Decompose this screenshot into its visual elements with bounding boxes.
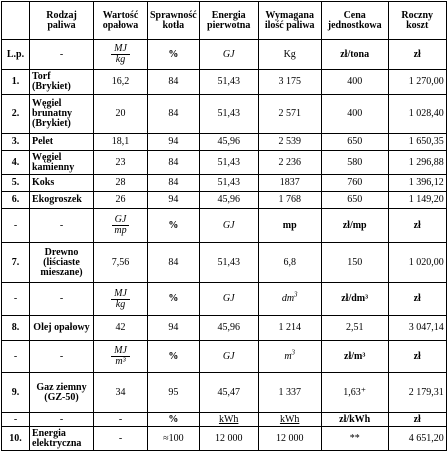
header-required-fuel: Wymagana ilość paliwa <box>258 2 321 40</box>
efficiency-cell: 84 <box>148 175 200 192</box>
price-unit-cell: zł/dm³ <box>321 283 388 316</box>
unit-fraction: $\frac{MJ}{\text{m³}}$ <box>111 346 130 367</box>
lp-cell: 8. <box>2 316 30 341</box>
cost-cell: 2 179,31 <box>388 373 446 413</box>
amount-cell: 6,8 <box>258 243 321 283</box>
amount-cell: 1837 <box>258 175 321 192</box>
fuel-cell: Energia elektryczna <box>30 427 94 451</box>
calorific-unit-cell <box>94 40 148 70</box>
calorific-cell: 20 <box>94 95 148 134</box>
unit-fraction: $\frac{GJ}{mp}$ <box>111 215 129 236</box>
price-cell: 2,51 <box>321 316 388 341</box>
header-primary-energy: Energia pierwotna <box>199 2 258 40</box>
lp-cell: - <box>2 413 30 427</box>
cost-cell: 4 651,20 <box>388 427 446 451</box>
price-cell: 150 <box>321 243 388 283</box>
energy-cell: 45,96 <box>199 316 258 341</box>
efficiency-cell: 94 <box>148 316 200 341</box>
fuel-cell: Pelet <box>30 134 94 151</box>
cost-unit-cell: zł <box>388 209 446 243</box>
table-row <box>2 192 447 209</box>
price-unit-cell: zł/mp <box>321 209 388 243</box>
fuel-cell: Torf (Brykiet) <box>30 70 94 95</box>
cost-unit-cell: zł <box>388 40 446 70</box>
efficiency-unit-cell: % <box>148 283 200 316</box>
price-cell: 650 <box>321 134 388 151</box>
energy-cell: 51,43 <box>199 175 258 192</box>
efficiency-cell: 94 <box>148 134 200 151</box>
calorific-cell: - <box>94 427 148 451</box>
efficiency-unit-cell: % <box>148 413 200 427</box>
energy-cell: 51,43 <box>199 70 258 95</box>
calorific-cell: 23 <box>94 151 148 175</box>
amount-cell: 2 236 <box>258 151 321 175</box>
energy-cell: 51,43 <box>199 151 258 175</box>
fuel-cell: - <box>30 40 94 70</box>
efficiency-unit-cell: % <box>148 209 200 243</box>
amount-unit-cell: $dm^3$ <box>258 283 321 316</box>
calorific-unit-cell: - <box>94 413 148 427</box>
efficiency-cell: 84 <box>148 70 200 95</box>
lp-cell: 7. <box>2 243 30 283</box>
energy-cell: 51,43 <box>199 95 258 134</box>
amount-unit-cell: Kg <box>258 40 321 70</box>
fuel-cost-table-wrapper <box>1 1 447 451</box>
price-cell: 580 <box>321 151 388 175</box>
unit-row <box>2 209 447 243</box>
lp-cell: 9. <box>2 373 30 413</box>
unit-fraction: $\frac{MJ}{kg}$ <box>111 289 130 310</box>
cost-unit-cell: zł <box>388 413 446 427</box>
efficiency-cell: 95 <box>148 373 200 413</box>
cost-cell: 1 296,88 <box>388 151 446 175</box>
header-lp <box>2 2 30 40</box>
table-body <box>2 40 447 451</box>
table-row <box>2 373 447 413</box>
cost-cell: 1 020,00 <box>388 243 446 283</box>
energy-cell: 51,43 <box>199 243 258 283</box>
cost-cell: 1 149,20 <box>388 192 446 209</box>
efficiency-cell: 84 <box>148 243 200 283</box>
calorific-unit-cell <box>94 341 148 373</box>
efficiency-unit-cell: % <box>148 341 200 373</box>
energy-cell: 45,96 <box>199 192 258 209</box>
unit-fraction: $\frac{MJ}{kg}$ <box>111 44 130 65</box>
lp-cell: 1. <box>2 70 30 95</box>
energy-unit-cell: kWh <box>199 413 258 427</box>
fuel-cell: Węgiel brunatny (Brykiet) <box>30 95 94 134</box>
table-row <box>2 95 447 134</box>
amount-cell: 2 539 <box>258 134 321 151</box>
fuel-cell: - <box>30 341 94 373</box>
lp-cell: - <box>2 341 30 373</box>
lp-cell: 2. <box>2 95 30 134</box>
header-annual-cost: Roczny koszt <box>388 2 446 40</box>
calorific-cell: 28 <box>94 175 148 192</box>
table-row <box>2 70 447 95</box>
price-cell: 400 <box>321 70 388 95</box>
energy-cell: 45,96 <box>199 134 258 151</box>
amount-unit-cell: kWh <box>258 413 321 427</box>
fuel-cell: Gaz ziemny (GZ-50) <box>30 373 94 413</box>
fuel-cost-table <box>1 1 447 451</box>
calorific-cell: 18,1 <box>94 134 148 151</box>
cost-cell: 3 047,14 <box>388 316 446 341</box>
energy-cell: 45,47 <box>199 373 258 413</box>
cost-cell: 1 396,12 <box>388 175 446 192</box>
efficiency-cell: 94 <box>148 192 200 209</box>
cost-cell: 1 650,35 <box>388 134 446 151</box>
amount-unit-cell: mp <box>258 209 321 243</box>
price-unit-cell: zł/kWh <box>321 413 388 427</box>
energy-cell: 12 000 <box>199 427 258 451</box>
table-row <box>2 134 447 151</box>
cost-unit-cell: zł <box>388 283 446 316</box>
efficiency-unit-cell: % <box>148 40 200 70</box>
energy-unit-cell: GJ <box>199 341 258 373</box>
amount-cell: 2 571 <box>258 95 321 134</box>
lp-cell: 5. <box>2 175 30 192</box>
unit-row <box>2 341 447 373</box>
lp-cell: 4. <box>2 151 30 175</box>
amount-cell: 12 000 <box>258 427 321 451</box>
calorific-unit-cell <box>94 283 148 316</box>
fuel-cell: Węgiel kamienny <box>30 151 94 175</box>
table-row <box>2 243 447 283</box>
energy-unit-cell: GJ <box>199 209 258 243</box>
table-row <box>2 427 447 451</box>
fuel-cell: - <box>30 209 94 243</box>
table-row <box>2 151 447 175</box>
cost-cell: 1 028,40 <box>388 95 446 134</box>
calorific-cell: 42 <box>94 316 148 341</box>
price-cell: 650 <box>321 192 388 209</box>
energy-unit-cell: GJ <box>199 40 258 70</box>
efficiency-cell: 84 <box>148 95 200 134</box>
fuel-cell: Koks <box>30 175 94 192</box>
fuel-cell: - <box>30 413 94 427</box>
unit-row <box>2 283 447 316</box>
calorific-cell: 34 <box>94 373 148 413</box>
calorific-cell: 26 <box>94 192 148 209</box>
price-cell: 400 <box>321 95 388 134</box>
lp-cell: - <box>2 209 30 243</box>
header-row <box>2 2 447 40</box>
amount-unit-cell: $m^3$ <box>258 341 321 373</box>
unit-row <box>2 413 447 427</box>
header-calorific-value: Wartość opałowa <box>94 2 148 40</box>
amount-cell: 1 337 <box>258 373 321 413</box>
price-cell: 760 <box>321 175 388 192</box>
price-cell: 1,63⁺ <box>321 373 388 413</box>
calorific-cell: 7,56 <box>94 243 148 283</box>
header-boiler-efficiency: Sprawność kotła <box>148 2 200 40</box>
price-unit-cell: zł/m³ <box>321 341 388 373</box>
lp-cell: L.p. <box>2 40 30 70</box>
fuel-cell: - <box>30 283 94 316</box>
efficiency-cell: 84 <box>148 151 200 175</box>
calorific-unit-cell <box>94 209 148 243</box>
amount-cell: 3 175 <box>258 70 321 95</box>
cost-cell: 1 270,00 <box>388 70 446 95</box>
lp-cell: - <box>2 283 30 316</box>
lp-cell: 3. <box>2 134 30 151</box>
fuel-cell: Drewno (liściaste mieszane) <box>30 243 94 283</box>
amount-cell: 1 214 <box>258 316 321 341</box>
energy-unit-cell: GJ <box>199 283 258 316</box>
fuel-cell: Olej opałowy <box>30 316 94 341</box>
amount-cell: 1 768 <box>258 192 321 209</box>
unit-row <box>2 40 447 70</box>
table-row <box>2 175 447 192</box>
efficiency-cell: ≈100 <box>148 427 200 451</box>
fuel-cell: Ekogroszek <box>30 192 94 209</box>
header-fuel-type: Rodzaj paliwa <box>30 2 94 40</box>
cost-unit-cell: zł <box>388 341 446 373</box>
calorific-cell: 16,2 <box>94 70 148 95</box>
price-cell: ** <box>321 427 388 451</box>
price-unit-cell: zł/tona <box>321 40 388 70</box>
lp-cell: 6. <box>2 192 30 209</box>
header-unit-price: Cena jednostkowa <box>321 2 388 40</box>
table-row <box>2 316 447 341</box>
lp-cell: 10. <box>2 427 30 451</box>
